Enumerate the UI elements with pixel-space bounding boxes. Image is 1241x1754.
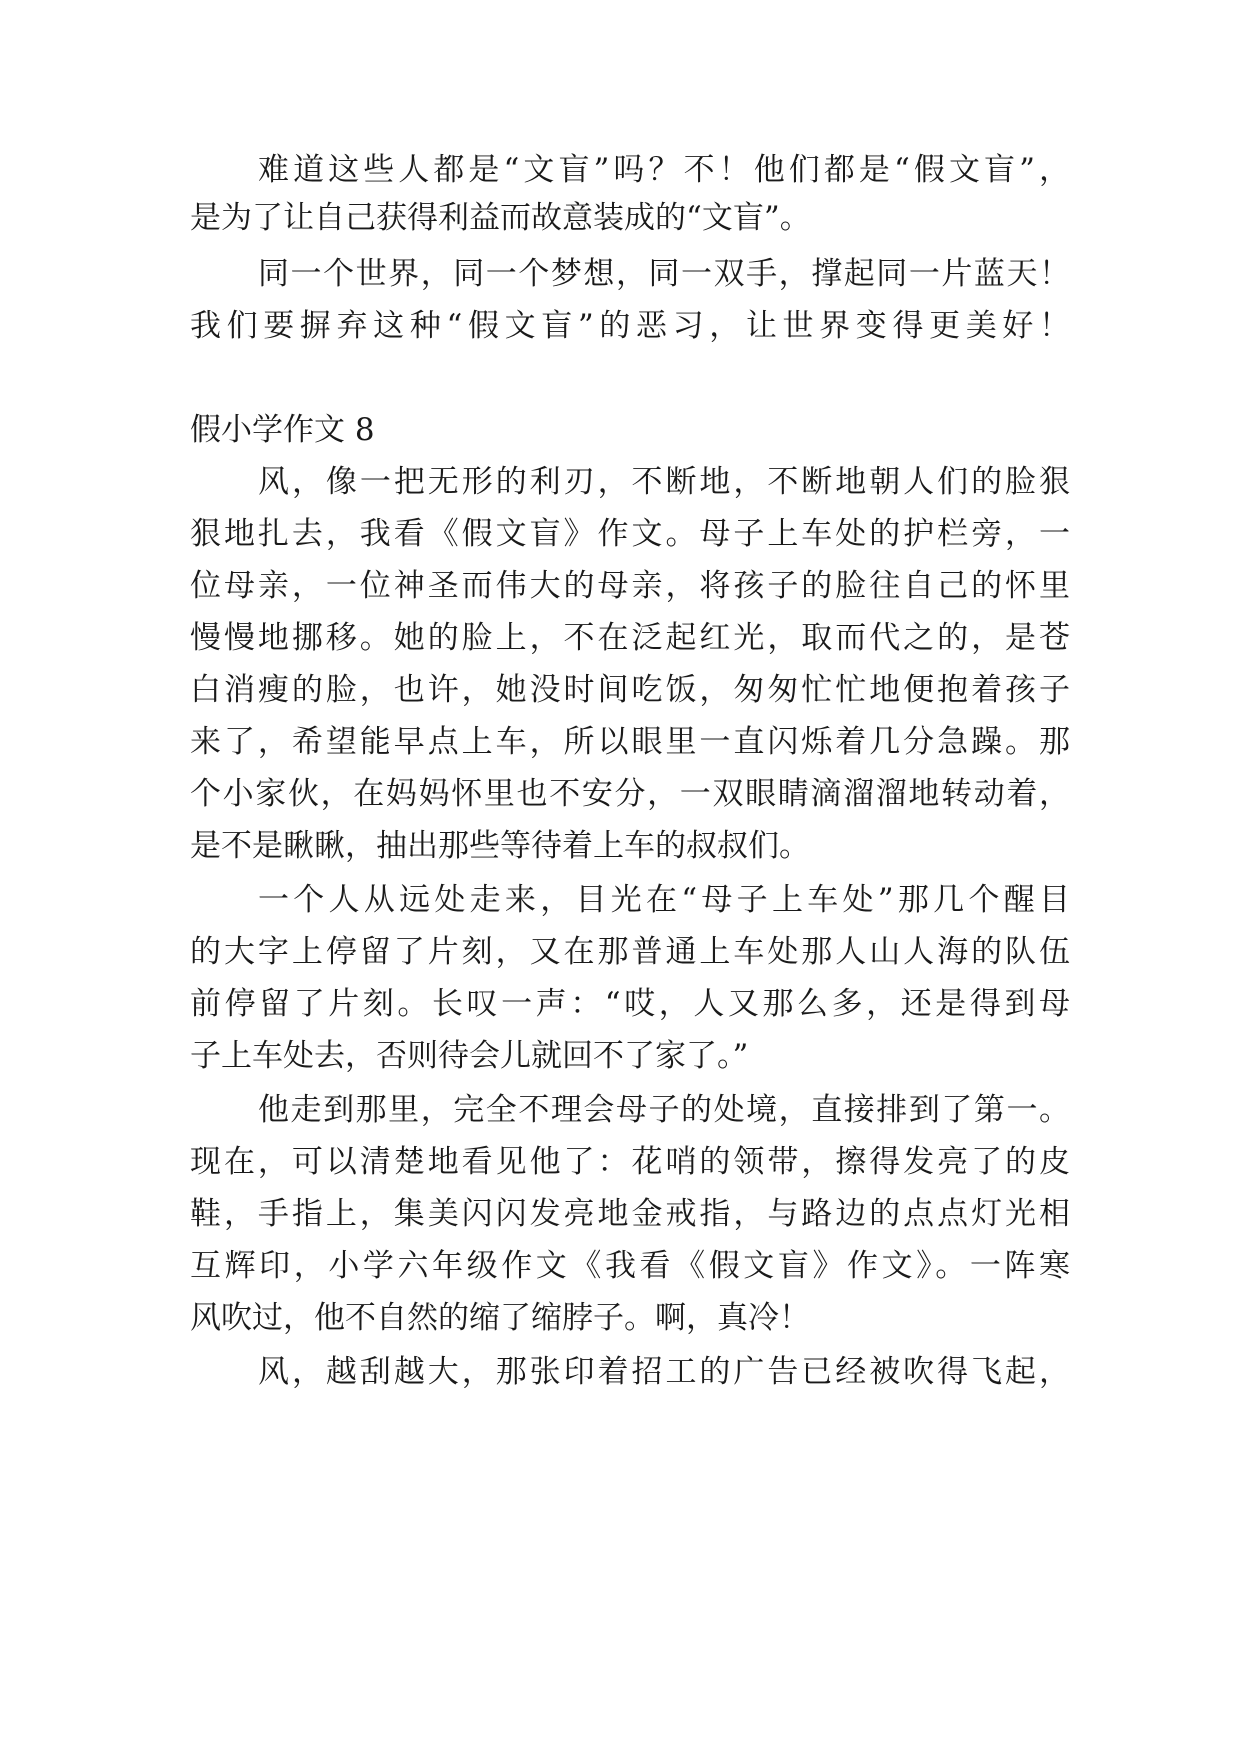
text-line: 我们要摒弃这种“假文盲”的恶习，让世界变得更美好！ [190,308,1070,344]
text-line: 位母亲，一位神圣而伟大的母亲，将孩子的脸往自己的怀里 [190,568,1070,604]
text-line: 同一个世界，同一个梦想，同一双手，撑起同一片蓝天！ [258,256,1070,292]
text-line: 现在，可以清楚地看见他了：花哨的领带，擦得发亮了的皮 [190,1144,1070,1180]
text-line: 狠地扎去，我看《假文盲》作文。母子上车处的护栏旁，一 [190,516,1070,552]
text-line: 他走到那里，完全不理会母子的处境，直接排到了第一。 [258,1092,1070,1128]
text-line: 是不是瞅瞅，抽出那些等待着上车的叔叔们。 [190,828,810,864]
text-line: 风吹过，他不自然的缩了缩脖子。啊，真冷！ [190,1300,810,1336]
text-line: 白消瘦的脸，也许，她没时间吃饭，匆匆忙忙地便抱着孩子 [190,672,1070,708]
text-line: 风，像一把无形的利刃，不断地，不断地朝人们的脸狠 [258,464,1070,500]
text-line: 鞋，手指上，集美闪闪发亮地金戒指，与路边的点点灯光相 [190,1196,1070,1232]
text-line: 互辉印，小学六年级作文《我看《假文盲》作文》。一阵寒 [190,1248,1070,1284]
text-line: 个小家伙，在妈妈怀里也不安分，一双眼睛滴溜溜地转动着， [190,776,1070,812]
text-line: 是为了让自己获得利益而故意装成的“文盲”。 [190,200,811,236]
text-line: 风，越刮越大，那张印着招工的广告已经被吹得飞起， [258,1354,1070,1390]
text-line: 的大字上停留了片刻，又在那普通上车处那人山人海的队伍 [190,934,1070,970]
text-line: 前停留了片刻。长叹一声：“哎，人又那么多，还是得到母 [190,986,1070,1022]
section-heading: 假小学作文 8 [190,412,375,448]
text-line: 慢慢地挪移。她的脸上，不在泛起红光，取而代之的，是苍 [190,620,1070,656]
text-line: 一个人从远处走来，目光在“母子上车处”那几个醒目 [258,882,1070,918]
text-line: 子上车处去，否则待会儿就回不了家了。” [190,1038,749,1074]
text-line: 来了，希望能早点上车，所以眼里一直闪烁着几分急躁。那 [190,724,1070,760]
text-line: 难道这些人都是“文盲”吗？不！他们都是“假文盲”， [258,152,1070,188]
